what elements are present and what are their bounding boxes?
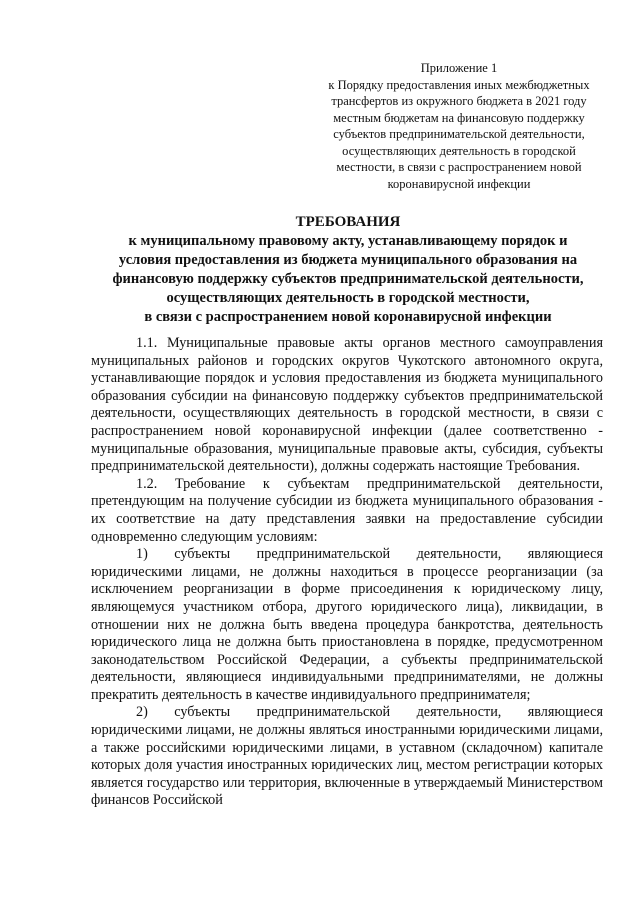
list-item-2: 2) субъекты предпринимательской деятельности, являющиеся юридическими лицами, не должны являться иностранными юридическими лицами, а также российскими юридическими лицами, в уставном (складочном) капитале которых доля участия иностранных юридических лиц, местом регистрации которых является государство или территория, включенные в утверждаемый Министерством финансов Российской xyxy=(91,704,603,809)
annex-line: местности, в связи с распространением новой xyxy=(336,160,582,174)
document-title xyxy=(70,213,626,327)
title-subtitle-line: условия предоставления из бюджета муниципального образования на xyxy=(118,252,578,268)
paragraph-1-1: 1.1. Муниципальные правовые акты органов местного самоуправления муниципальных районов и городских округов Чукотского автономного округа, устанавливающие порядок и условия предоставления из бюджета муниципального образования субсидии на финансовую поддержку субъектов предпринимательской деятельности, осуществляющих деятельность в городской местности, в связи с распространением новой коронавирусной инфекции (далее соответственно - муниципальные образования, муниципальные правовые акты, субсидия, субъекты предпринимательской деятельности), должны содержать настоящие Требования. xyxy=(91,335,603,475)
title-heading: ТРЕБОВАНИЯ xyxy=(295,214,401,230)
annex-line: трансфертов из окружного бюджета в 2021 году xyxy=(331,94,587,108)
annex-line: коронавирусной инфекции xyxy=(387,176,531,191)
title-subtitle-line: в связи с распространением новой коронавирусной инфекции xyxy=(144,309,552,325)
annex-line: местным бюджетам на финансовую поддержку xyxy=(333,110,585,125)
annex-line: Приложение 1 xyxy=(420,61,498,75)
annex-line: к Порядку предоставления иных межбюджетных xyxy=(328,77,590,92)
document-body xyxy=(91,335,603,810)
paragraph-1-2: 1.2. Требование к субъектам предпринимательской деятельности, претендующим на получение субсидии из бюджета муниципального образования - их соответствие на дату представления заявки на предоставление субсидии одновременно следующим условиям: xyxy=(91,475,603,545)
annex-line: субъектов предпринимательской деятельности, xyxy=(333,127,585,141)
annex-header xyxy=(300,60,618,192)
list-item-1: 1) субъекты предпринимательской деятельности, являющиеся юридическими лицами, не должны находиться в процессе реорганизации (за исключением реорганизации в форме присоединения к юридическому лицу, являющемуся участником отбора, другого юридического лица), ликвидации, в отношении них не должна быть введена процедура банкротства, деятельность юридического лица не должна быть приостановлена в порядке, предусмотренном законодательством Российской Федерации, а субъекты предпринимательской деятельности, являющиеся индивидуальными предпринимателями, не должны прекратить деятельность в качестве индивидуального предпринимателя; xyxy=(91,546,603,703)
title-subtitle-line: осуществляющих деятельность в городской местности, xyxy=(166,290,530,306)
title-subtitle-line: финансовую поддержку субъектов предпринимательской деятельности, xyxy=(112,271,584,287)
title-subtitle-line: к муниципальному правовому акту, устанавливающему порядок и xyxy=(128,233,568,249)
annex-line: осуществляющих деятельность в городской xyxy=(342,143,576,158)
